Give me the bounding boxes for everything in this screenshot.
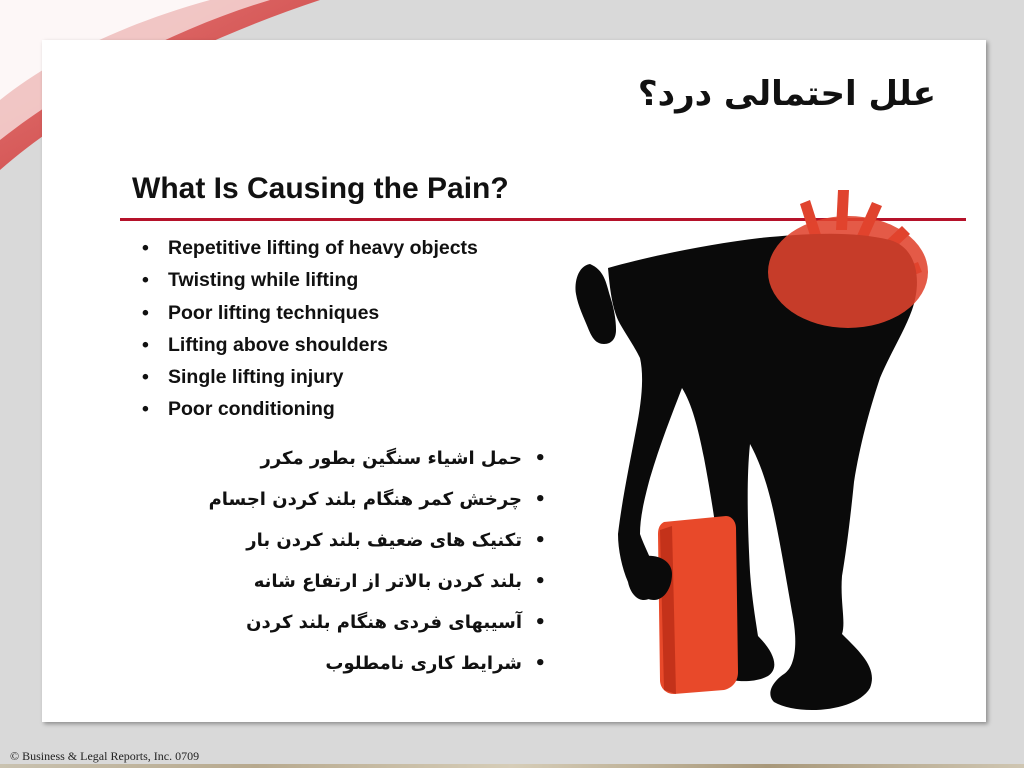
list-item: •شرایط کاری نامطلوب [325,653,546,674]
list-item: •حمل اشیاء سنگین بطور مکرر [260,448,546,469]
list-item: • Single lifting injury [142,366,344,389]
list-item: •چرخش کمر هنگام بلند کردن اجسام [208,489,546,510]
slide-title-english: What Is Causing the Pain? [132,172,509,205]
back-pain-silhouette-illustration [560,182,960,727]
bottom-decorative-strip [0,764,1024,768]
list-item: •بلند کردن بالاتر از ارتفاع شانه [253,571,546,592]
list-item: • Poor conditioning [142,398,335,421]
list-item: •آسیبهای فردی هنگام بلند کردن [246,612,546,633]
list-item: • Lifting above shoulders [142,333,388,356]
persian-bullet-list [209,444,546,690]
slide-title-persian: علل احتمالی درد؟ [637,74,936,114]
list-item: • Poor lifting techniques [142,301,380,324]
list-item: • Twisting while lifting [142,269,359,292]
english-bullet-list [142,236,478,430]
copyright-footer: © Business & Legal Reports, Inc. 0709 [10,749,200,763]
pain-area-glow [768,216,928,328]
list-item: • Repetitive lifting of heavy objects [142,237,478,259]
list-item: •تکنیک های ضعیف بلند کردن بار [246,530,546,551]
